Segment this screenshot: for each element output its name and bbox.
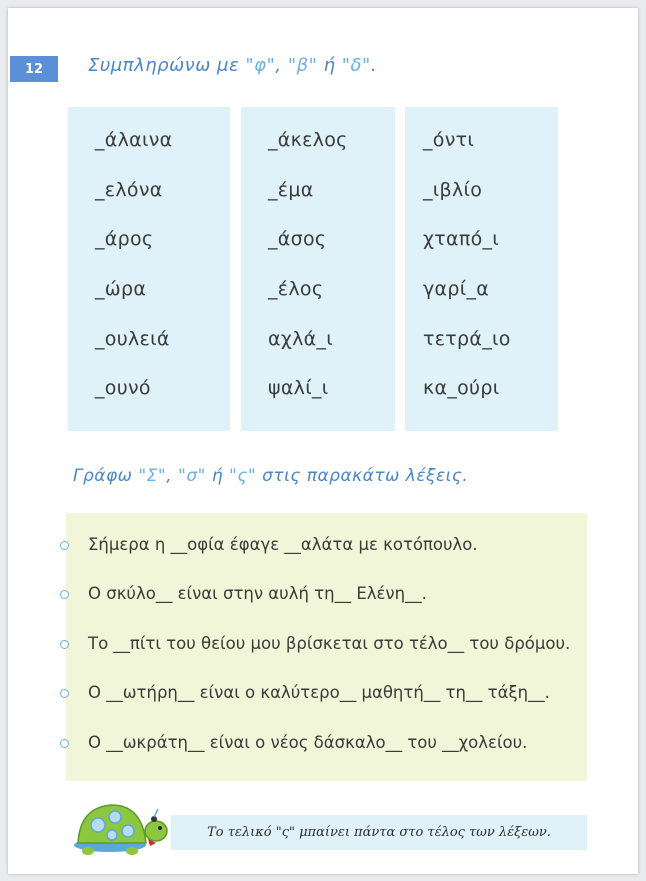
exercise2-connector: ή bbox=[211, 466, 224, 486]
bullet-icon bbox=[60, 640, 69, 649]
exercise2-title-suffix: στις παρακάτω λέξεις bbox=[262, 466, 463, 486]
word-item: τετρά_ιο bbox=[423, 328, 511, 350]
word-item: _ελόνα bbox=[95, 179, 163, 201]
bullet-icon bbox=[60, 739, 69, 748]
word-item: _ώρα bbox=[95, 278, 147, 300]
word-item: ψαλί_ι bbox=[268, 377, 329, 399]
sentence-item: Ο σκύλο__ είναι στην αυλή τη__ Ελένη__. bbox=[88, 584, 427, 603]
sentence-item: Ο __ωτήρη__ είναι ο καλύτερο__ μαθητή__ τη__ τάξη__. bbox=[88, 683, 550, 702]
exercise2-title bbox=[73, 466, 468, 486]
bullet-icon bbox=[60, 541, 69, 550]
bullet-icon bbox=[60, 689, 69, 698]
word-item: _ιβλίο bbox=[423, 179, 483, 201]
exercise1-connector: ή bbox=[323, 55, 336, 76]
exercise2-letter-a: "Σ" bbox=[138, 466, 167, 486]
word-item: γαρί_α bbox=[423, 278, 490, 300]
exercise1-title-prefix: Συμπληρώνω με bbox=[88, 55, 240, 76]
word-item: _άρος bbox=[95, 228, 154, 250]
exercise1-title bbox=[88, 55, 377, 76]
word-item: _άσος bbox=[268, 228, 327, 250]
exercise1-letter-c: "δ" bbox=[341, 55, 371, 76]
exercise2-letter-c: "ς" bbox=[229, 466, 257, 486]
word-column-3 bbox=[405, 107, 558, 431]
tip-note: Το τελικό "ς" μπαίνει πάντα στο τέλος των λέξεων. bbox=[171, 815, 587, 850]
bullet-icon bbox=[60, 590, 69, 599]
page-number: 12 bbox=[10, 56, 58, 82]
exercise2-end: . bbox=[462, 466, 469, 486]
word-item: _άλαινα bbox=[95, 129, 173, 151]
word-item: _ουνό bbox=[95, 377, 151, 399]
exercise2-letter-b: "σ" bbox=[178, 466, 206, 486]
sentence-item: Σήμερα η __οφία έφαγε __αλάτα με κοτόπουλο. bbox=[88, 535, 478, 554]
sentence-item: Ο __ωκράτη__ είναι ο νέος δάσκαλο__ του __χολείου. bbox=[88, 733, 528, 752]
exercise1-letter-a: "φ" bbox=[245, 55, 276, 76]
word-item: αχλά_ι bbox=[268, 328, 333, 350]
sentence-item: Το __πίτι του θείου μου βρίσκεται στο τέλο__ του δρόμου. bbox=[88, 634, 571, 653]
word-item: _όντι bbox=[423, 129, 475, 151]
word-item: κα_ούρι bbox=[423, 377, 500, 399]
word-column-1 bbox=[68, 107, 230, 431]
exercise1-letter-b: "β" bbox=[287, 55, 318, 76]
word-item: _άκελος bbox=[268, 129, 348, 151]
exercise1-sep: , bbox=[275, 55, 282, 76]
turtle-icon bbox=[70, 793, 170, 857]
exercise1-end: . bbox=[370, 55, 378, 76]
worksheet-page bbox=[8, 8, 638, 874]
word-item: _έμα bbox=[268, 179, 314, 201]
word-item: χταπό_ι bbox=[423, 228, 500, 250]
word-column-2 bbox=[241, 107, 395, 431]
word-item: _ουλειά bbox=[95, 328, 170, 350]
exercise2-title-prefix: Γράφω bbox=[73, 466, 133, 486]
word-item: _έλος bbox=[268, 278, 324, 300]
exercise2-sep: , bbox=[166, 466, 173, 486]
